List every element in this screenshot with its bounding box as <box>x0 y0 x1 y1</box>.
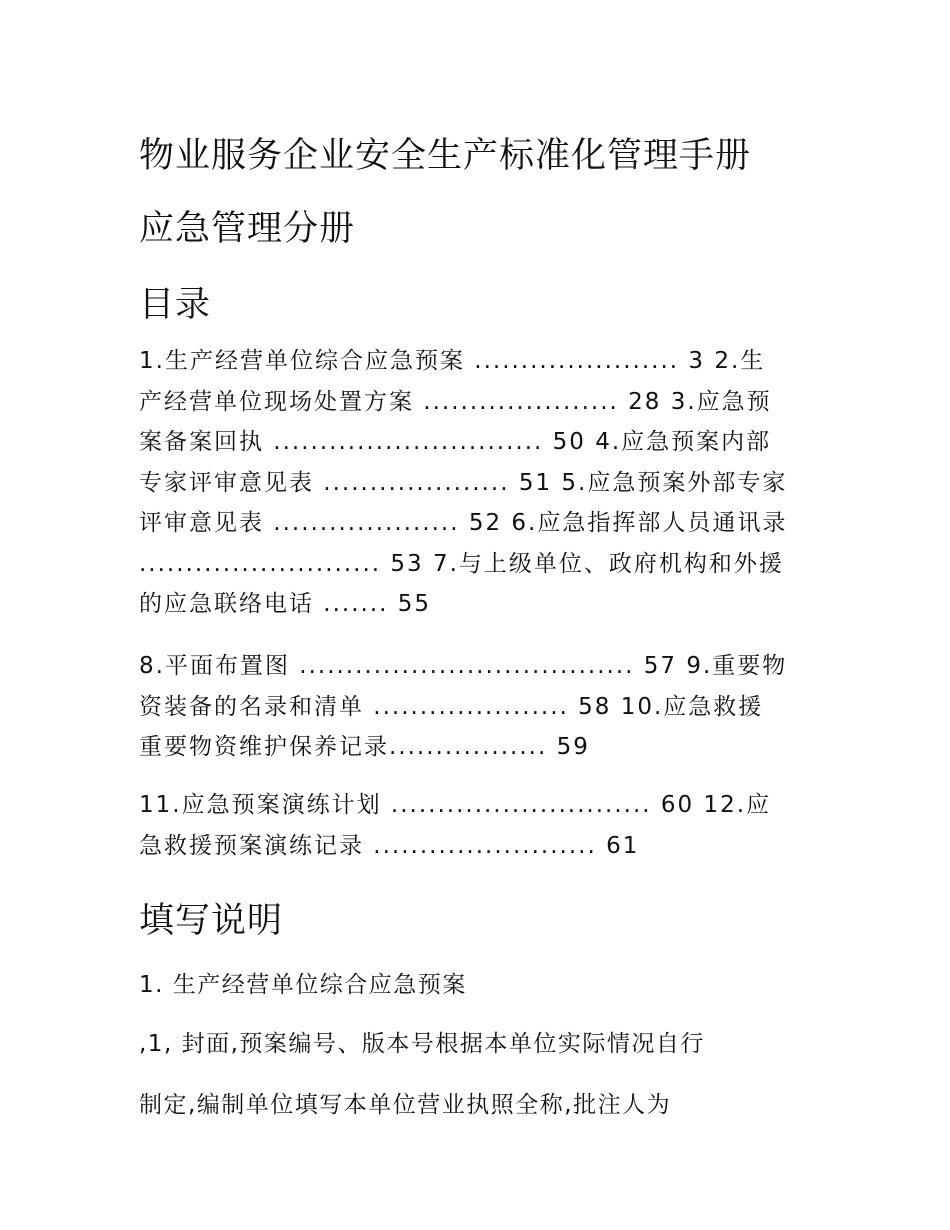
instruction-paragraph: 1. 生产经营单位综合应急预案 <box>139 972 467 998</box>
toc-heading: 目录 <box>139 285 212 325</box>
toc-block: 11.应急预案演练计划 ............................ 60 12.应 急救援预案演练记录 ........................ 61 <box>139 792 772 859</box>
instruction-paragraph: 制定,编制单位填写本单位营业执照全称,批注人为 <box>139 1092 672 1118</box>
toc-block: 8.平面布置图 .................................... 57 9.重要物 资装备的名录和清单 ..................... 58 10.应急救援 重要物资维护保养记录................. 59 <box>139 653 788 760</box>
instructions-heading: 填写说明 <box>139 901 284 941</box>
document-subtitle: 应急管理分册 <box>139 209 356 249</box>
document-title: 物业服务企业安全生产标准化管理手册 <box>139 136 752 176</box>
instruction-paragraph: ,1, 封面,预案编号、版本号根据本单位实际情况自行 <box>139 1031 705 1057</box>
toc-block: 1.生产经营单位综合应急预案 ...................... 3 2.生 产经营单位现场处置方案 ..................... 28 3.应急预 案备案回执 ............................. 50 4.应急预案内部 专家评审意见表 .................... 51 5.应急预案外部专家 评审意见表 .................... 52 6.应急指挥部人员通讯录 .......................... 53 7.与上级单位、政府机构和外援 的应急联络电话 ....... 55 <box>139 348 788 617</box>
